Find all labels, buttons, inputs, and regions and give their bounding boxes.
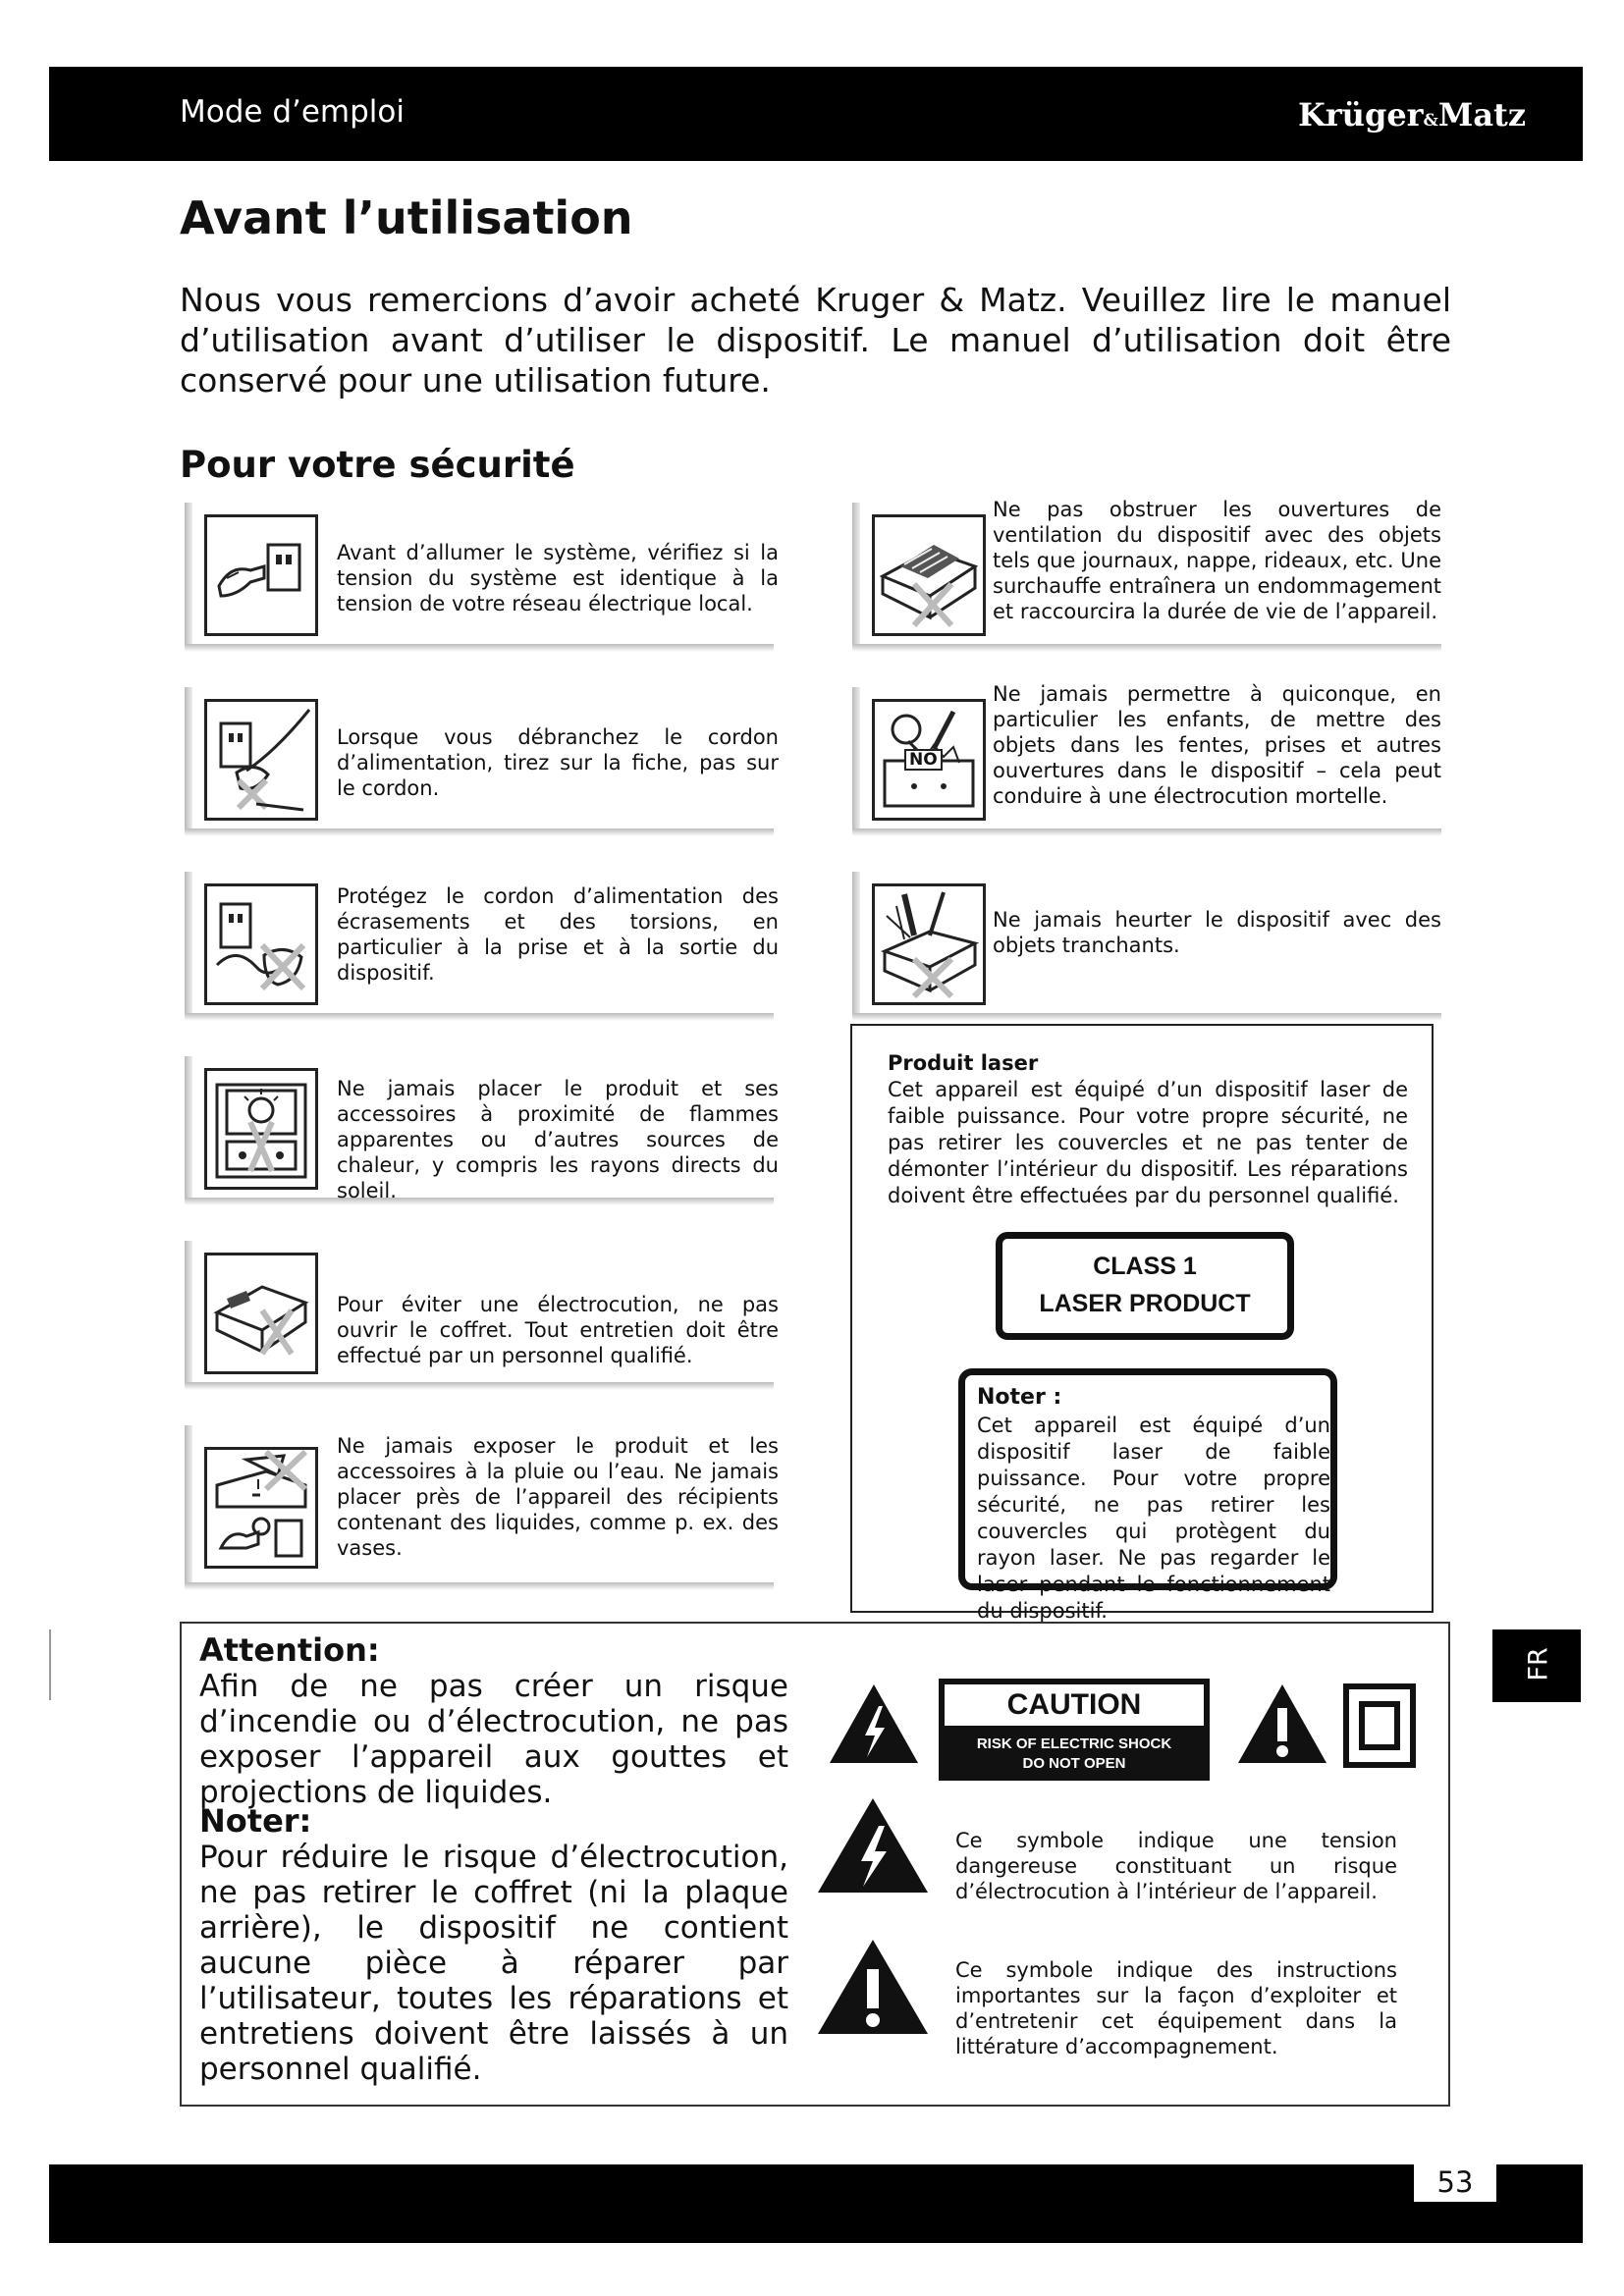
brand-logo bbox=[1298, 96, 1526, 133]
intro-paragraph: Nous vous remercions d’avoir acheté Kruger & Matz. Veuillez lire le manuel d’utilisation avant d’utiliser le dispositif. Le manuel d’utilisation doit être conservé pour une utilisation future. bbox=[180, 281, 1451, 400]
exclamation-symbol-icon bbox=[816, 1938, 930, 2036]
safety-card bbox=[185, 1241, 779, 1388]
laser-noter-body: Cet appareil est équipé d’un dispositif laser de faible puissance. Pour votre propre sécurité, ne pas retirer les couvercles qui protègent du rayon laser. Ne pas regarder le laser pendant le fonctionnement du dispositif. bbox=[977, 1414, 1330, 1623]
safety-title: Pour votre sécurité bbox=[180, 444, 575, 486]
safety-card bbox=[852, 682, 1441, 834]
heat-source-icon bbox=[204, 1068, 318, 1190]
header-title: Mode d’emploi bbox=[180, 94, 405, 130]
safety-card bbox=[185, 687, 779, 834]
brand-name-b: Matz bbox=[1437, 96, 1526, 133]
class1-laser-label bbox=[996, 1232, 1294, 1340]
attention-title: Attention: bbox=[199, 1631, 380, 1669]
open-case-icon bbox=[204, 1253, 318, 1374]
caution-line2: DO NOT OPEN bbox=[1022, 1755, 1126, 1772]
caution-word: CAUTION bbox=[945, 1684, 1204, 1726]
laser-noter-box bbox=[958, 1368, 1337, 1623]
laser-product-box bbox=[850, 1024, 1434, 1623]
symbol2-text: Ce symbole indique des instructions importantes sur la façon d’exploiter et d’entretenir cet équipement dans la littérature d’accompagnement. bbox=[955, 1958, 1397, 2058]
attention-box bbox=[180, 1622, 1450, 2107]
laser-title: Produit laser bbox=[888, 1051, 1039, 1075]
safety-text: Ne jamais placer le produit et ses accessoires à proximité de flammes apparentes ou d’autres sources de chaleur, y compris les rayons directs du soleil. bbox=[337, 1077, 779, 1202]
attention-body: Afin de ne pas créer un risque d’incendie ou d’électrocution, ne pas exposer l’appareil aux gouttes et projections de liquides. bbox=[199, 1669, 788, 1810]
double-insulation-icon bbox=[1342, 1682, 1417, 1769]
unplug-cord-icon bbox=[204, 699, 318, 821]
attention-noter-title: Noter: bbox=[199, 1802, 312, 1840]
safety-text: Lorsque vous débranchez le cordon d’alimentation, tirez sur la fiche, pas sur le cordon. bbox=[337, 725, 779, 800]
language-tab-label: FR bbox=[1523, 1647, 1554, 1682]
lightning-symbol-icon bbox=[816, 1796, 930, 1895]
safety-text: Pour éviter une électrocution, ne pas ouvrir le coffret. Tout entretien doit être effectué par un personnel qualifié. bbox=[337, 1293, 779, 1367]
language-tab bbox=[1492, 1629, 1581, 1702]
protect-cord-icon bbox=[204, 883, 318, 1005]
symbol1-text: Ce symbole indique une tension dangereuse constituant un risque d’électrocution à l’intérieur de l’appareil. bbox=[955, 1829, 1397, 1903]
safety-text: Ne jamais exposer le produit et les accessoires à la pluie ou l’eau. Ne jamais placer près de l’appareil des récipients contenant des liquides, comme p. ex. des vases. bbox=[337, 1434, 779, 1560]
safety-text: Avant d’allumer le système, vérifiez si la tension du système est identique à la tension de votre réseau électrique local. bbox=[337, 541, 779, 615]
safety-card bbox=[185, 1425, 779, 1590]
margin-line bbox=[49, 1629, 51, 1700]
footer-bar bbox=[49, 2164, 1583, 2243]
sharp-objects-icon bbox=[872, 883, 986, 1005]
safety-card bbox=[185, 503, 779, 650]
safety-text: Ne pas obstruer les ouvertures de ventilation du dispositif avec des objets tels que journaux, nappe, rideaux, etc. Une surchauffe entraînera un endommagement et raccourcira la durée de vie de l’appareil. bbox=[993, 498, 1441, 623]
laser-body: Cet appareil est équipé d’un dispositif laser de faible puissance. Pour votre propre sécurité, ne pas retirer les couvercles et ne pas tenter de démonter l’intérieur du dispositif. Les réparations doivent être effectuées par du personnel qualifié. bbox=[888, 1078, 1408, 1207]
ventilation-icon bbox=[872, 514, 986, 636]
class1-line2: LASER PRODUCT bbox=[1039, 1290, 1251, 1317]
safety-text: Protégez le cordon d’alimentation des écrasements et des torsions, en particulier à la prise et à la sortie du dispositif. bbox=[337, 884, 779, 985]
attention-noter-body: Pour réduire le risque d’électrocution, ne pas retirer le coffret (ni la plaque arrière), le dispositif ne contient aucune pièce à réparer par l’utilisateur, toutes les réparations et entretiens doivent être laissés à un personnel qualifié. bbox=[199, 1840, 788, 2087]
safety-text: Ne jamais heurter le dispositif avec des objets tranchants. bbox=[993, 908, 1441, 957]
safety-text: Ne jamais permettre à quiconque, en particulier les enfants, de mettre des objets dans les fentes, prises et autres ouvertures dans le dispositif – cela peut conduire à une électrocution mortelle. bbox=[993, 682, 1441, 808]
no-badge: NO bbox=[904, 749, 943, 771]
liquid-icon bbox=[204, 1447, 318, 1569]
header-bar bbox=[49, 67, 1583, 161]
class1-line1: CLASS 1 bbox=[1093, 1253, 1197, 1280]
caution-line1: RISK OF ELECTRIC SHOCK bbox=[976, 1735, 1172, 1752]
no-objects-icon bbox=[872, 699, 986, 821]
caution-label bbox=[939, 1679, 1210, 1781]
plug-voltage-icon bbox=[204, 514, 318, 636]
safety-card bbox=[852, 498, 1441, 650]
laser-noter-title: Noter : bbox=[977, 1385, 1062, 1410]
brand-amp: & bbox=[1423, 111, 1438, 131]
safety-card bbox=[185, 872, 779, 1019]
safety-card bbox=[852, 872, 1441, 1019]
safety-card bbox=[185, 1056, 779, 1203]
brand-name-a: Krüger bbox=[1298, 96, 1424, 133]
exclamation-warning-icon bbox=[1236, 1682, 1328, 1765]
page-number: 53 bbox=[1414, 2163, 1496, 2202]
lightning-warning-icon bbox=[828, 1682, 920, 1765]
page-title: Avant l’utilisation bbox=[180, 191, 633, 244]
